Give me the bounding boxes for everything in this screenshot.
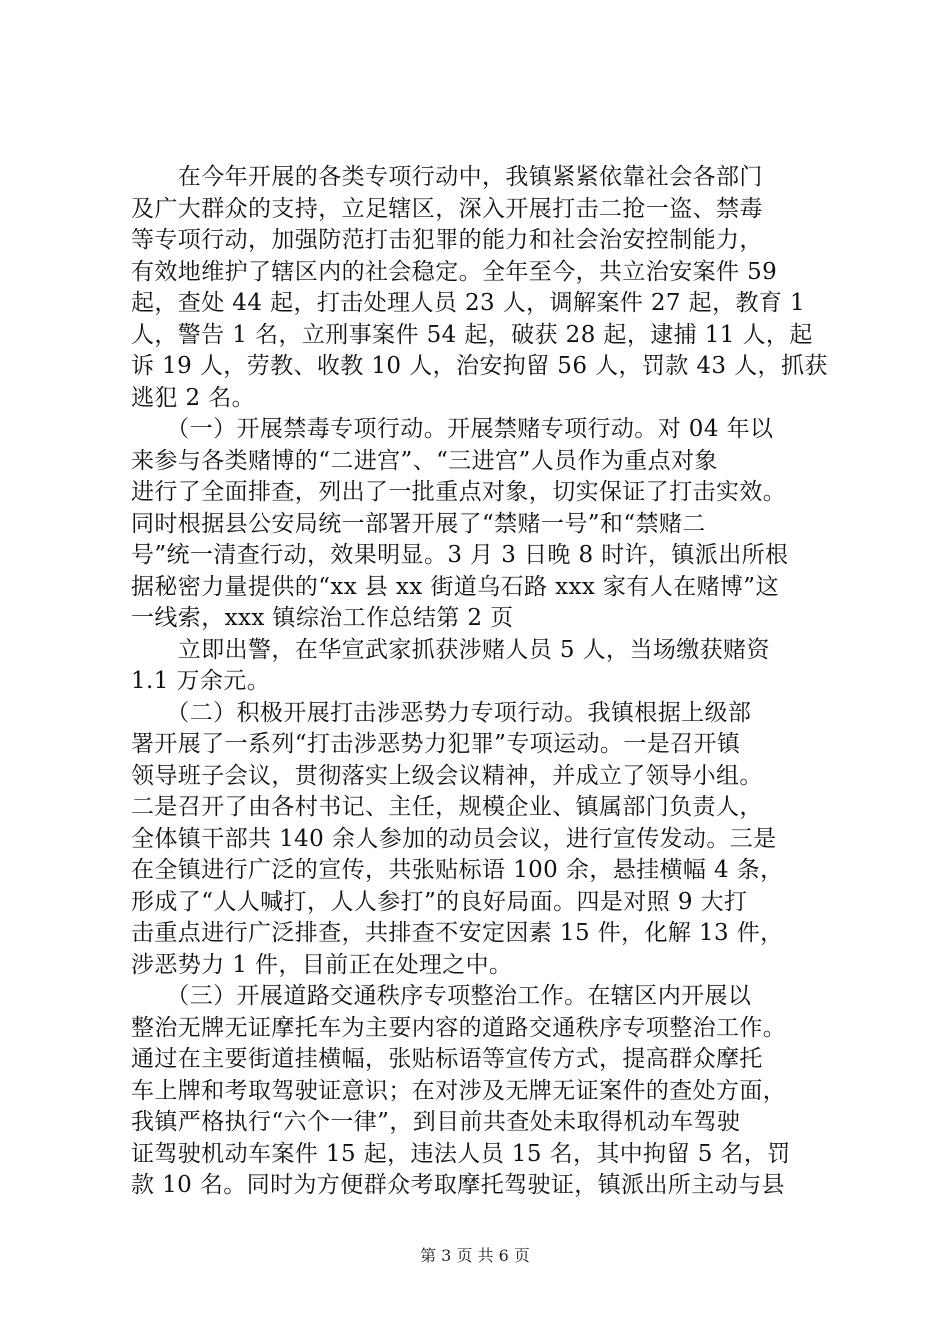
page-footer: 第 3 页 共 6 页 [420, 1246, 530, 1265]
text-line: 进行了全面排查，列出了一批重点对象，切实保证了打击实效。 [131, 479, 787, 505]
text-line: 1.1 万余元。 [131, 668, 271, 694]
text-line: （二）积极开展打击涉恶势力专项行动。我镇根据上级部 [131, 699, 752, 726]
text-line: 我镇严格执行“六个一律”，到目前共查处未取得机动车驾驶 [131, 1109, 741, 1135]
text-line: 逃犯 2 名。 [131, 384, 256, 411]
text-line: 起，查处 44 起，打击处理人员 23 人，调解案件 27 起，教育 1 [131, 290, 806, 316]
text-line: 形成了“人人喊打，人人参打”的良好局面。四是对照 9 大打 [131, 888, 748, 915]
text-line: 击重点进行广泛排查，共排查不安定因素 15 件，化解 13 件， [131, 920, 784, 946]
text-line: 二是召开了由各村书记、主任，规模企业、镇属部门负责人， [131, 794, 763, 820]
text-line: 诉 19 人，劳教、收教 10 人，治安拘留 56 人，罚款 43 人，抓获 [131, 353, 828, 379]
text-line: 同时根据县公安局统一部署开展了“禁赌一号”和“禁赌二 [131, 510, 706, 537]
text-line: 来参与各类赌博的“二进宫”、“三进宫”人员作为重点对象 [131, 447, 718, 474]
text-line: 在今年开展的各类专项行动中，我镇紧紧依靠社会各部门 [131, 164, 763, 190]
text-line: 通过在主要街道挂横幅，张贴标语等宣传方式，提高群众摩托 [131, 1046, 763, 1072]
text-line: 据秘密力量提供的“xx 县 xx 街道乌石路 xxx 家有人在赌博”这 [131, 573, 779, 600]
text-line: 在全镇进行广泛的宣传，共张贴标语 100 余，悬挂横幅 4 条， [131, 857, 784, 883]
text-line: 人，警告 1 名，立刑事案件 54 起，破获 28 起，逮捕 11 人，起 [131, 321, 813, 348]
text-line: 一线索，xxx 镇综治工作总结第 2 页 [131, 605, 514, 631]
text-line: 等专项行动，加强防范打击犯罪的能力和社会治安控制能力， [131, 227, 763, 253]
text-line: 及广大群众的支持，立足辖区，深入开展打击二抢一盗、禁毒 [131, 195, 763, 222]
text-line: 有效地维护了辖区内的社会稳定。全年至今，共立治安案件 59 [131, 258, 778, 285]
text-line: 号”统一清查行动，效果明显。3 月 3 日晚 8 时许，镇派出所根 [131, 542, 789, 568]
body-text [131, 162, 831, 1202]
text-line: 领导班子会议，贯彻落实上级会议精神，并成立了领导小组。 [131, 762, 763, 789]
text-line: 证驾驶机动车案件 15 起，违法人员 15 名，其中拘留 5 名，罚 [131, 1140, 791, 1167]
text-line: 车上牌和考取驾驶证意识；在对涉及无牌无证案件的查处方面， [131, 1077, 787, 1104]
text-line: 立即出警，在华宣武家抓获涉赌人员 5 人，当场缴获赌资 [131, 636, 770, 663]
text-line: （三）开展道路交通秩序专项整治工作。在辖区内开展以 [131, 983, 752, 1009]
text-line: 款 10 名。同时为方便群众考取摩托驾驶证，镇派出所主动与县 [131, 1172, 785, 1198]
text-line: 涉恶势力 1 件，目前正在处理之中。 [131, 951, 513, 978]
text-line: 整治无牌无证摩托车为主要内容的道路交通秩序专项整治工作。 [131, 1014, 787, 1041]
text-line: （一）开展禁毒专项行动。开展禁赌专项行动。对 04 年以 [131, 416, 774, 442]
text-line: 署开展了一系列“打击涉恶势力犯罪”专项运动。一是召开镇 [131, 731, 741, 757]
text-line: 全体镇干部共 140 余人参加的动员会议，进行宣传发动。三是 [131, 825, 777, 852]
